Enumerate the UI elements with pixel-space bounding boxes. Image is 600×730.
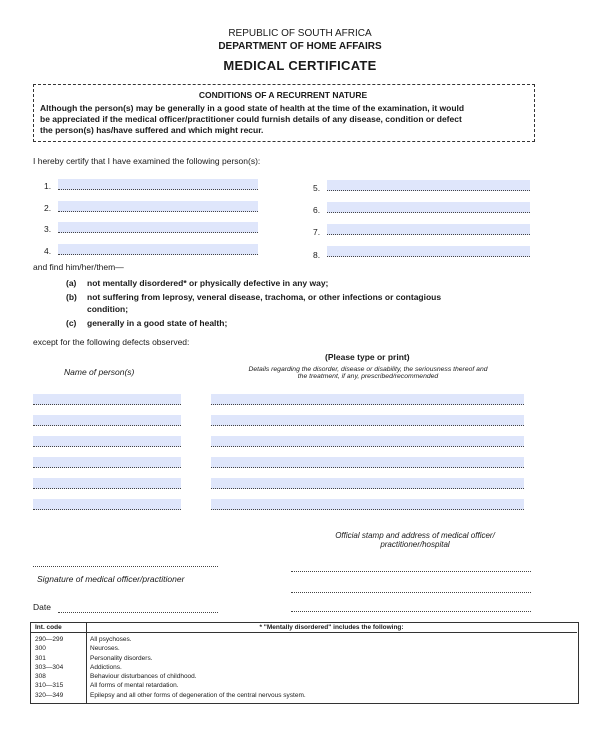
republic-heading: REPUBLIC OF SOUTH AFRICA xyxy=(228,28,372,39)
conditions-line-3: the person(s) has/have suffered and which might recur. xyxy=(40,125,264,135)
details-entry-field[interactable] xyxy=(211,394,524,405)
legend-code: 290—299 xyxy=(35,636,64,643)
legend-note-header: * "Mentally disordered" includes the following: xyxy=(259,624,404,631)
stamp-address-line[interactable] xyxy=(291,571,531,572)
legend-code: 310—315 xyxy=(35,682,64,690)
person-number: 6. xyxy=(313,205,321,215)
item-b-text-2: condition; xyxy=(87,304,129,314)
legend-desc: Neuroses. xyxy=(90,645,120,653)
details-entry-field[interactable] xyxy=(211,436,524,447)
person-1-field[interactable] xyxy=(58,179,258,190)
legend-codes xyxy=(35,635,63,700)
legend-code: 300 xyxy=(35,645,46,653)
legend-desc: Behaviour disturbances of childhood. xyxy=(90,673,197,681)
item-a-label: (a) xyxy=(66,278,77,288)
name-entry-field[interactable] xyxy=(33,499,181,510)
item-c-label: (c) xyxy=(66,318,77,328)
item-a-text: not mentally disordered* or physically defective in any way; xyxy=(87,278,329,288)
item-b-text-1: not suffering from leprosy, veneral disease, trachoma, or other infections or contagious xyxy=(87,292,442,302)
name-entry-field[interactable] xyxy=(33,457,181,468)
name-entry-field[interactable] xyxy=(33,415,181,426)
please-type-note: (Please type or print) xyxy=(325,352,410,362)
legend-header-divider xyxy=(30,632,577,633)
stamp-address-line[interactable] xyxy=(291,592,531,593)
details-entry-field[interactable] xyxy=(211,478,524,489)
stamp-label xyxy=(290,531,540,549)
conditions-line-2: be appreciated if the medical officer/practitioner could furnish details of any disease, condition or defect xyxy=(40,114,462,124)
details-entry-field[interactable] xyxy=(211,415,524,426)
date-label: Date xyxy=(33,602,51,612)
person-number: 7. xyxy=(313,227,321,237)
legend-desc: All psychoses. xyxy=(90,636,132,643)
person-7-field[interactable] xyxy=(327,224,530,235)
person-number: 2. xyxy=(44,203,52,213)
details-header-line-1: Details regarding the disorder, disease or disability, the seriousness thereof and xyxy=(248,366,488,373)
conditions-text xyxy=(40,103,530,136)
name-entry-field[interactable] xyxy=(33,478,181,489)
person-number: 5. xyxy=(313,183,321,193)
person-5-field[interactable] xyxy=(327,180,530,191)
legend-code: 301 xyxy=(35,654,46,662)
person-8-field[interactable] xyxy=(327,246,530,257)
date-line[interactable] xyxy=(58,612,218,613)
page-title: MEDICAL CERTIFICATE xyxy=(223,58,377,73)
legend-code: 308 xyxy=(35,673,46,681)
stamp-label-line-1: Official stamp and address of medical officer/ xyxy=(335,531,495,540)
legend-code-header: Int. code xyxy=(35,624,62,631)
person-number: 8. xyxy=(313,250,321,260)
person-number: 4. xyxy=(44,246,52,256)
signature-line[interactable] xyxy=(33,566,218,567)
person-3-field[interactable] xyxy=(58,222,258,233)
stamp-label-line-2: practitioner/hospital xyxy=(380,540,450,549)
legend-desc: All forms of mental retardation. xyxy=(90,682,179,690)
person-6-field[interactable] xyxy=(327,202,530,213)
legend-descriptions xyxy=(90,635,306,700)
department-heading: DEPARTMENT OF HOME AFFAIRS xyxy=(218,41,382,52)
legend-desc: Addictions. xyxy=(90,663,122,671)
name-entry-field[interactable] xyxy=(33,394,181,405)
conditions-line-1: Although the person(s) may be generally in a good state of health at the time of the examination, it would xyxy=(40,103,465,113)
person-4-field[interactable] xyxy=(58,244,258,255)
legend-column-divider xyxy=(86,622,87,703)
legend-code: 303—304 xyxy=(35,663,64,671)
details-header-line-2: the treatment, if any, prescribed/recommended xyxy=(297,373,439,380)
details-entry-field[interactable] xyxy=(211,457,524,468)
person-number: 3. xyxy=(44,224,52,234)
stamp-address-line[interactable] xyxy=(291,611,531,612)
find-text: and find him/her/them— xyxy=(33,262,124,272)
person-number: 1. xyxy=(44,181,52,191)
except-text: except for the following defects observed: xyxy=(33,337,190,347)
name-entry-field[interactable] xyxy=(33,436,181,447)
signature-label: Signature of medical officer/practitioner xyxy=(37,574,185,584)
conditions-title: CONDITIONS OF A RECURRENT NATURE xyxy=(198,90,368,100)
legend-desc: Personality disorders. xyxy=(90,654,153,662)
item-c-text: generally in a good state of health; xyxy=(87,318,228,328)
legend-desc: Epilepsy and all other forms of degeneration of the central nervous system. xyxy=(90,691,306,699)
person-2-field[interactable] xyxy=(58,201,258,212)
details-column-header xyxy=(208,366,528,380)
name-column-header: Name of person(s) xyxy=(64,367,135,377)
certify-text: I hereby certify that I have examined the following person(s): xyxy=(33,156,261,166)
item-b-label: (b) xyxy=(66,292,77,302)
details-entry-field[interactable] xyxy=(211,499,524,510)
legend-code: 320—349 xyxy=(35,691,64,699)
